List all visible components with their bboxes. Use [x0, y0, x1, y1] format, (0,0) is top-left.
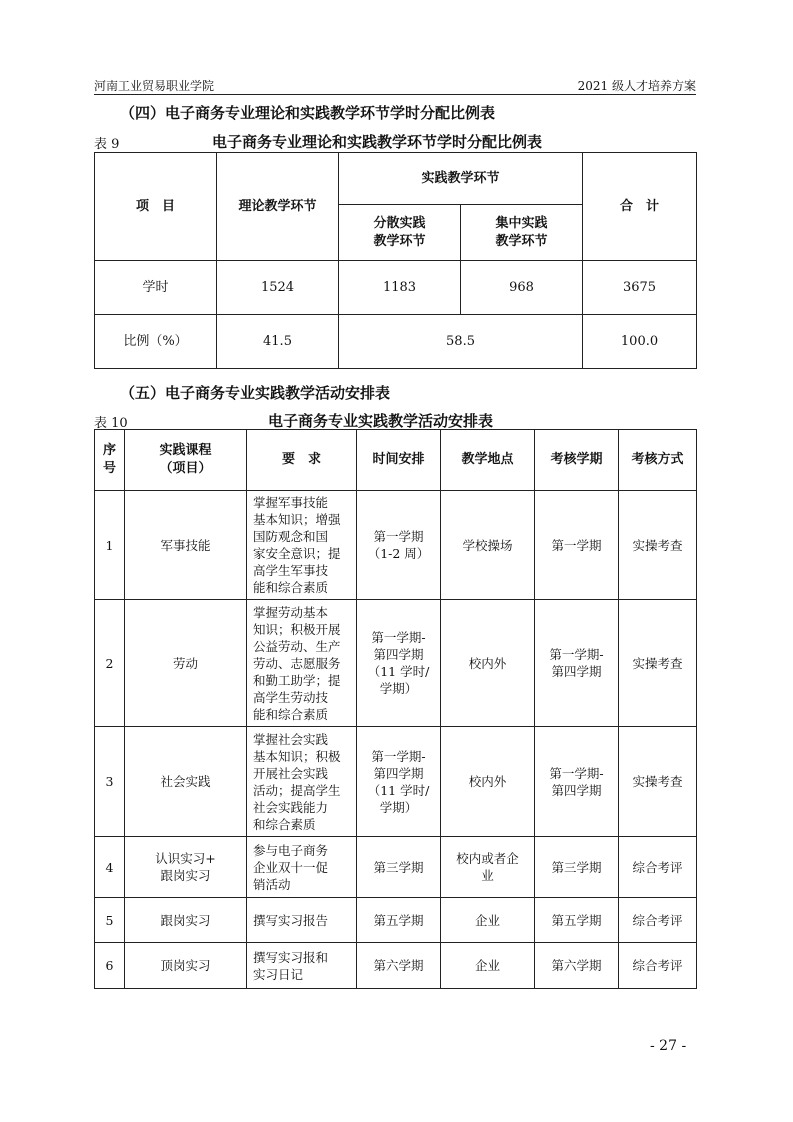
- course-line: 军事技能: [160, 537, 211, 553]
- row-number: 6: [95, 943, 125, 989]
- place-line: 企业: [474, 912, 500, 928]
- req-line: 活动；提高学生: [253, 782, 341, 798]
- term-line: 第五学期: [551, 912, 602, 928]
- course-name: [125, 727, 247, 837]
- req-line: 开展社会实践: [253, 765, 329, 781]
- time-line: （11 学时/: [367, 664, 430, 679]
- place-line: 业: [481, 868, 494, 883]
- table-10-number: 表 10: [94, 416, 128, 431]
- header-assessment-method: 考核方式: [619, 430, 697, 491]
- course-line: 跟岗实习: [160, 912, 211, 928]
- req-line: 销活动: [253, 876, 291, 892]
- requirement: [247, 491, 357, 600]
- header-seq: [95, 430, 125, 491]
- requirement: [247, 837, 357, 898]
- page-header: [94, 76, 696, 95]
- header-concentrated-practice: [461, 205, 583, 261]
- time-line: 第六学期: [373, 958, 424, 973]
- teaching-place: [441, 898, 535, 943]
- assessment-method: 实操考查: [619, 600, 697, 727]
- course-line: 顶岗实习: [160, 958, 211, 973]
- header-seq-line1: 序: [102, 443, 116, 458]
- time-schedule: [357, 727, 441, 837]
- table-row: [95, 261, 697, 315]
- header-course-line2: （项目）: [159, 461, 212, 476]
- time-schedule: [357, 600, 441, 727]
- req-line: 撰写实习报和: [253, 949, 329, 965]
- theory-hours: 1524: [217, 261, 339, 315]
- req-line: 高学生劳动技: [253, 689, 329, 705]
- header-doc-title: 2021 级人才培养方案: [577, 79, 696, 93]
- table-row: [95, 898, 697, 943]
- time-line: 第一学期: [373, 529, 424, 544]
- course-line: 认识实习+: [155, 851, 216, 866]
- header-seq-line2: 号: [102, 461, 116, 476]
- page-number: - 27 -: [650, 1038, 687, 1054]
- time-schedule: [357, 898, 441, 943]
- assessment-method: 综合考评: [619, 943, 697, 989]
- requirement: [247, 943, 357, 989]
- total-ratio: 100.0: [583, 315, 697, 369]
- course-line: 跟岗实习: [160, 868, 211, 883]
- time-line: 第四学期: [373, 647, 424, 662]
- course-name: [125, 837, 247, 898]
- term-line: 第四学期: [551, 664, 602, 679]
- req-line: 能和综合素质: [253, 706, 329, 722]
- assessment-method: 综合考评: [619, 898, 697, 943]
- assessment-term: [535, 837, 619, 898]
- place-line: 校内外: [468, 655, 507, 671]
- assessment-term: [535, 491, 619, 600]
- requirement: [247, 727, 357, 837]
- assessment-term: [535, 898, 619, 943]
- teaching-place: [441, 837, 535, 898]
- assessment-term: [535, 727, 619, 837]
- assessment-method: 实操考查: [619, 727, 697, 837]
- hours-ratio-table: [94, 152, 697, 369]
- header-dispersed-line2: 教学环节: [373, 233, 426, 249]
- section-4-title: （四）电子商务专业理论和实践教学环节学时分配比例表: [120, 104, 496, 122]
- practice-ratio: 58.5: [339, 315, 583, 369]
- row-number: 3: [95, 727, 125, 837]
- assessment-method: 综合考评: [619, 837, 697, 898]
- row-number: 1: [95, 491, 125, 600]
- req-line: 参与电子商务: [253, 842, 329, 858]
- total-hours: 3675: [583, 261, 697, 315]
- time-line: （11 学时/: [367, 782, 430, 798]
- table-row: [95, 315, 697, 369]
- header-dispersed-line1: 分散实践: [373, 215, 426, 231]
- place-line: 校内或者企: [456, 851, 519, 866]
- table-row: [95, 837, 697, 898]
- row-label: 比例（%）: [95, 315, 217, 369]
- row-number: 5: [95, 898, 125, 943]
- teaching-place: [441, 727, 535, 837]
- term-line: 第四学期: [551, 782, 602, 798]
- row-number: 4: [95, 837, 125, 898]
- table-10-title: 电子商务专业实践教学活动安排表: [268, 412, 494, 430]
- time-line: 第四学期: [373, 765, 424, 781]
- req-line: 掌握劳动基本: [253, 604, 329, 620]
- header-school-name: 河南工业贸易职业学院: [94, 79, 215, 93]
- table-header-row: [95, 153, 697, 205]
- table-row: [95, 943, 697, 989]
- header-place: 教学地点: [441, 430, 535, 491]
- assessment-term: [535, 600, 619, 727]
- header-theory: 理论教学环节: [217, 153, 339, 261]
- header-item: 项 目: [95, 153, 217, 261]
- time-line: 学期）: [379, 681, 418, 696]
- theory-ratio: 41.5: [217, 315, 339, 369]
- table-header-row: [95, 430, 697, 491]
- req-line: 基本知识；增强: [253, 512, 341, 527]
- header-concentrated-line2: 教学环节: [495, 233, 548, 249]
- course-name: [125, 898, 247, 943]
- header-assessment-term: 考核学期: [535, 430, 619, 491]
- req-line: 企业双十一促: [253, 859, 329, 875]
- teaching-place: [441, 491, 535, 600]
- time-schedule: [357, 943, 441, 989]
- term-line: 第六学期: [551, 958, 602, 973]
- term-line: 第一学期-: [549, 647, 604, 662]
- teaching-place: [441, 600, 535, 727]
- table-9-number: 表 9: [94, 137, 120, 152]
- place-line: 校内外: [468, 774, 507, 789]
- time-line: 第三学期: [373, 859, 424, 875]
- req-line: 高学生军事技: [253, 563, 329, 578]
- requirement: [247, 600, 357, 727]
- header-total: 合 计: [583, 153, 697, 261]
- time-line: 学期）: [379, 799, 418, 815]
- req-line: 实习日记: [253, 966, 304, 982]
- course-name: [125, 943, 247, 989]
- table-row: [95, 727, 697, 837]
- req-line: 公益劳动、生产: [253, 638, 341, 654]
- header-dispersed-practice: [339, 205, 461, 261]
- req-line: 和勤工助学；提: [253, 672, 341, 688]
- concentrated-hours: 968: [461, 261, 583, 315]
- req-line: 家安全意识；提: [253, 546, 341, 561]
- teaching-place: [441, 943, 535, 989]
- time-schedule: [357, 491, 441, 600]
- row-number: 2: [95, 600, 125, 727]
- term-line: 第一学期-: [549, 765, 604, 781]
- term-line: 第一学期: [551, 537, 602, 553]
- table-row: [95, 600, 697, 727]
- req-line: 掌握军事技能: [253, 495, 329, 510]
- requirement: [247, 898, 357, 943]
- header-time: 时间安排: [357, 430, 441, 491]
- assessment-term: [535, 943, 619, 989]
- table-row: [95, 491, 697, 600]
- req-line: 社会实践能力: [253, 799, 329, 815]
- req-line: 劳动、志愿服务: [253, 655, 341, 671]
- req-line: 国防观念和国: [253, 529, 329, 544]
- req-line: 和综合素质: [253, 816, 316, 832]
- course-line: 社会实践: [160, 774, 211, 789]
- time-line: （1-2 周）: [367, 546, 430, 561]
- header-course-line1: 实践课程: [159, 443, 212, 458]
- req-line: 知识；积极开展: [253, 621, 341, 637]
- place-line: 企业: [474, 958, 500, 973]
- row-label: 学时: [95, 261, 217, 315]
- practice-activity-table: [94, 429, 697, 989]
- time-line: 第一学期-: [371, 748, 426, 764]
- time-line: 第五学期: [373, 912, 424, 928]
- req-line: 能和综合素质: [253, 580, 329, 595]
- assessment-method: 实操考查: [619, 491, 697, 600]
- place-line: 学校操场: [462, 537, 513, 553]
- term-line: 第三学期: [551, 859, 602, 875]
- header-practice: 实践教学环节: [339, 153, 583, 205]
- time-schedule: [357, 837, 441, 898]
- req-line: 撰写实习报告: [253, 912, 329, 928]
- course-name: [125, 491, 247, 600]
- req-line: 基本知识；积极: [253, 748, 341, 764]
- course-name: [125, 600, 247, 727]
- time-line: 第一学期-: [371, 630, 426, 645]
- header-requirement: 要 求: [247, 430, 357, 491]
- dispersed-hours: 1183: [339, 261, 461, 315]
- table-9-title: 电子商务专业理论和实践教学环节学时分配比例表: [212, 133, 543, 151]
- section-5-title: （五）电子商务专业实践教学活动安排表: [120, 384, 391, 402]
- header-course: [125, 430, 247, 491]
- req-line: 掌握社会实践: [253, 731, 329, 747]
- header-concentrated-line1: 集中实践: [495, 215, 548, 231]
- course-line: 劳动: [172, 655, 198, 671]
